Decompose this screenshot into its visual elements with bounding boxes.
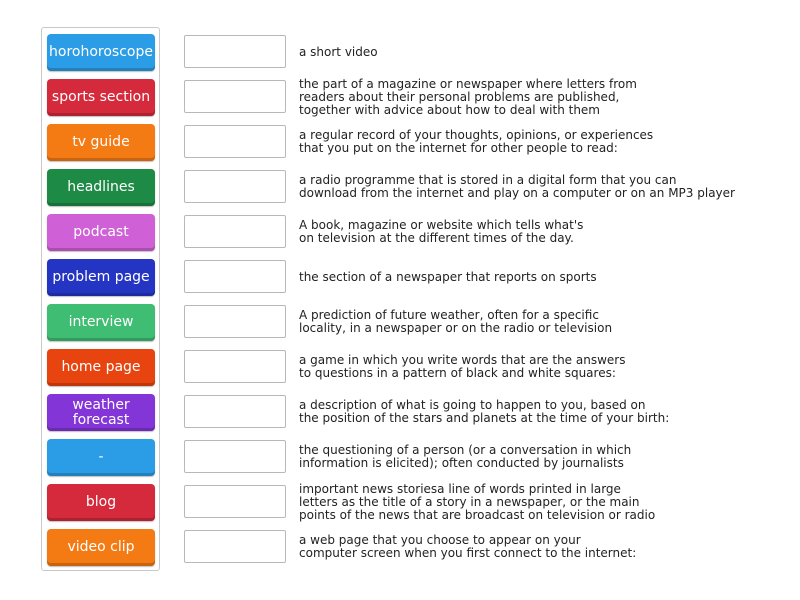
definition-line: download from the internet and play on a computer or on an MP3 player [299,186,735,200]
answer-tile[interactable]: headlines [47,169,155,206]
definition-text [299,399,759,425]
drop-slot[interactable] [184,125,286,158]
drop-slot[interactable] [184,305,286,338]
definition-text [299,219,759,245]
definition-line: information is elicited); often conducted by journalists [299,456,624,470]
definition-line: A book, magazine or website which tells what's [299,218,584,232]
definition-line: a description of what is going to happen to you, based on [299,398,646,412]
definition-line: points of the news that are broadcast on television or radio [299,507,656,522]
drop-slot[interactable] [184,170,286,203]
definition-line: letters as the title of a story in a newspaper, or the main [299,494,640,509]
definition-line: the part of a magazine or newspaper where letters from [299,76,637,91]
definition-text [299,309,759,335]
definition-text [299,174,759,200]
drop-slot[interactable] [184,440,286,473]
definition-text [299,129,759,155]
answer-tile[interactable]: weather forecast [47,394,155,431]
drop-slot[interactable] [184,350,286,383]
answer-tile[interactable]: home page [47,349,155,386]
answer-tile[interactable]: video clip [47,529,155,566]
answer-tile[interactable]: blog [47,484,155,521]
definition-line: the position of the stars and planets at the time of your birth: [299,411,670,425]
answer-tile[interactable]: podcast [47,214,155,251]
answer-tile[interactable]: tv guide [47,124,155,161]
definition-line: the section of a newspaper that reports on sports [299,269,597,284]
definition-line: to questions in a pattern of black and white squares: [299,366,616,380]
definition-text [299,46,759,59]
drop-slot[interactable] [184,530,286,563]
definition-text [299,483,759,522]
definition-text [299,444,759,470]
definition-line: a game in which you write words that are the answers [299,353,626,367]
drop-slot[interactable] [184,395,286,428]
definition-line: A prediction of future weather, often for a specific [299,308,599,322]
definition-text [299,78,759,117]
drop-slot[interactable] [184,215,286,248]
definition-line: together with advice about how to deal with them [299,102,600,117]
drop-slot[interactable] [184,80,286,113]
definition-line: on television at the different times of the day. [299,231,574,245]
definition-text [299,534,759,560]
drop-slot[interactable] [184,35,286,68]
drop-slot[interactable] [184,485,286,518]
word-bank [41,27,160,571]
definition-line: a regular record of your thoughts, opinions, or experiences [299,128,654,142]
definition-line: a radio programme that is stored in a digital form that you can [299,173,677,187]
definition-line: important news storiesa line of words printed in large [299,481,621,496]
answer-tile[interactable]: sports section [47,79,155,116]
definition-line: that you put on the internet for other people to read: [299,141,618,155]
answer-tile[interactable]: horohoroscope [47,34,155,71]
answer-tile[interactable]: interview [47,304,155,341]
definition-text [299,271,759,284]
answer-tile[interactable]: problem page [47,259,155,296]
definition-text [299,354,759,380]
definition-line: a short video [299,44,378,59]
definition-line: a web page that you choose to appear on your [299,533,581,547]
answer-tile[interactable]: - [47,439,155,476]
definition-line: computer screen when you first connect to the internet: [299,546,637,560]
definition-line: the questioning of a person (or a conversation in which [299,443,632,457]
drop-slot[interactable] [184,260,286,293]
definition-line: readers about their personal problems are published, [299,89,620,104]
definition-line: locality, in a newspaper or on the radio or television [299,321,613,335]
